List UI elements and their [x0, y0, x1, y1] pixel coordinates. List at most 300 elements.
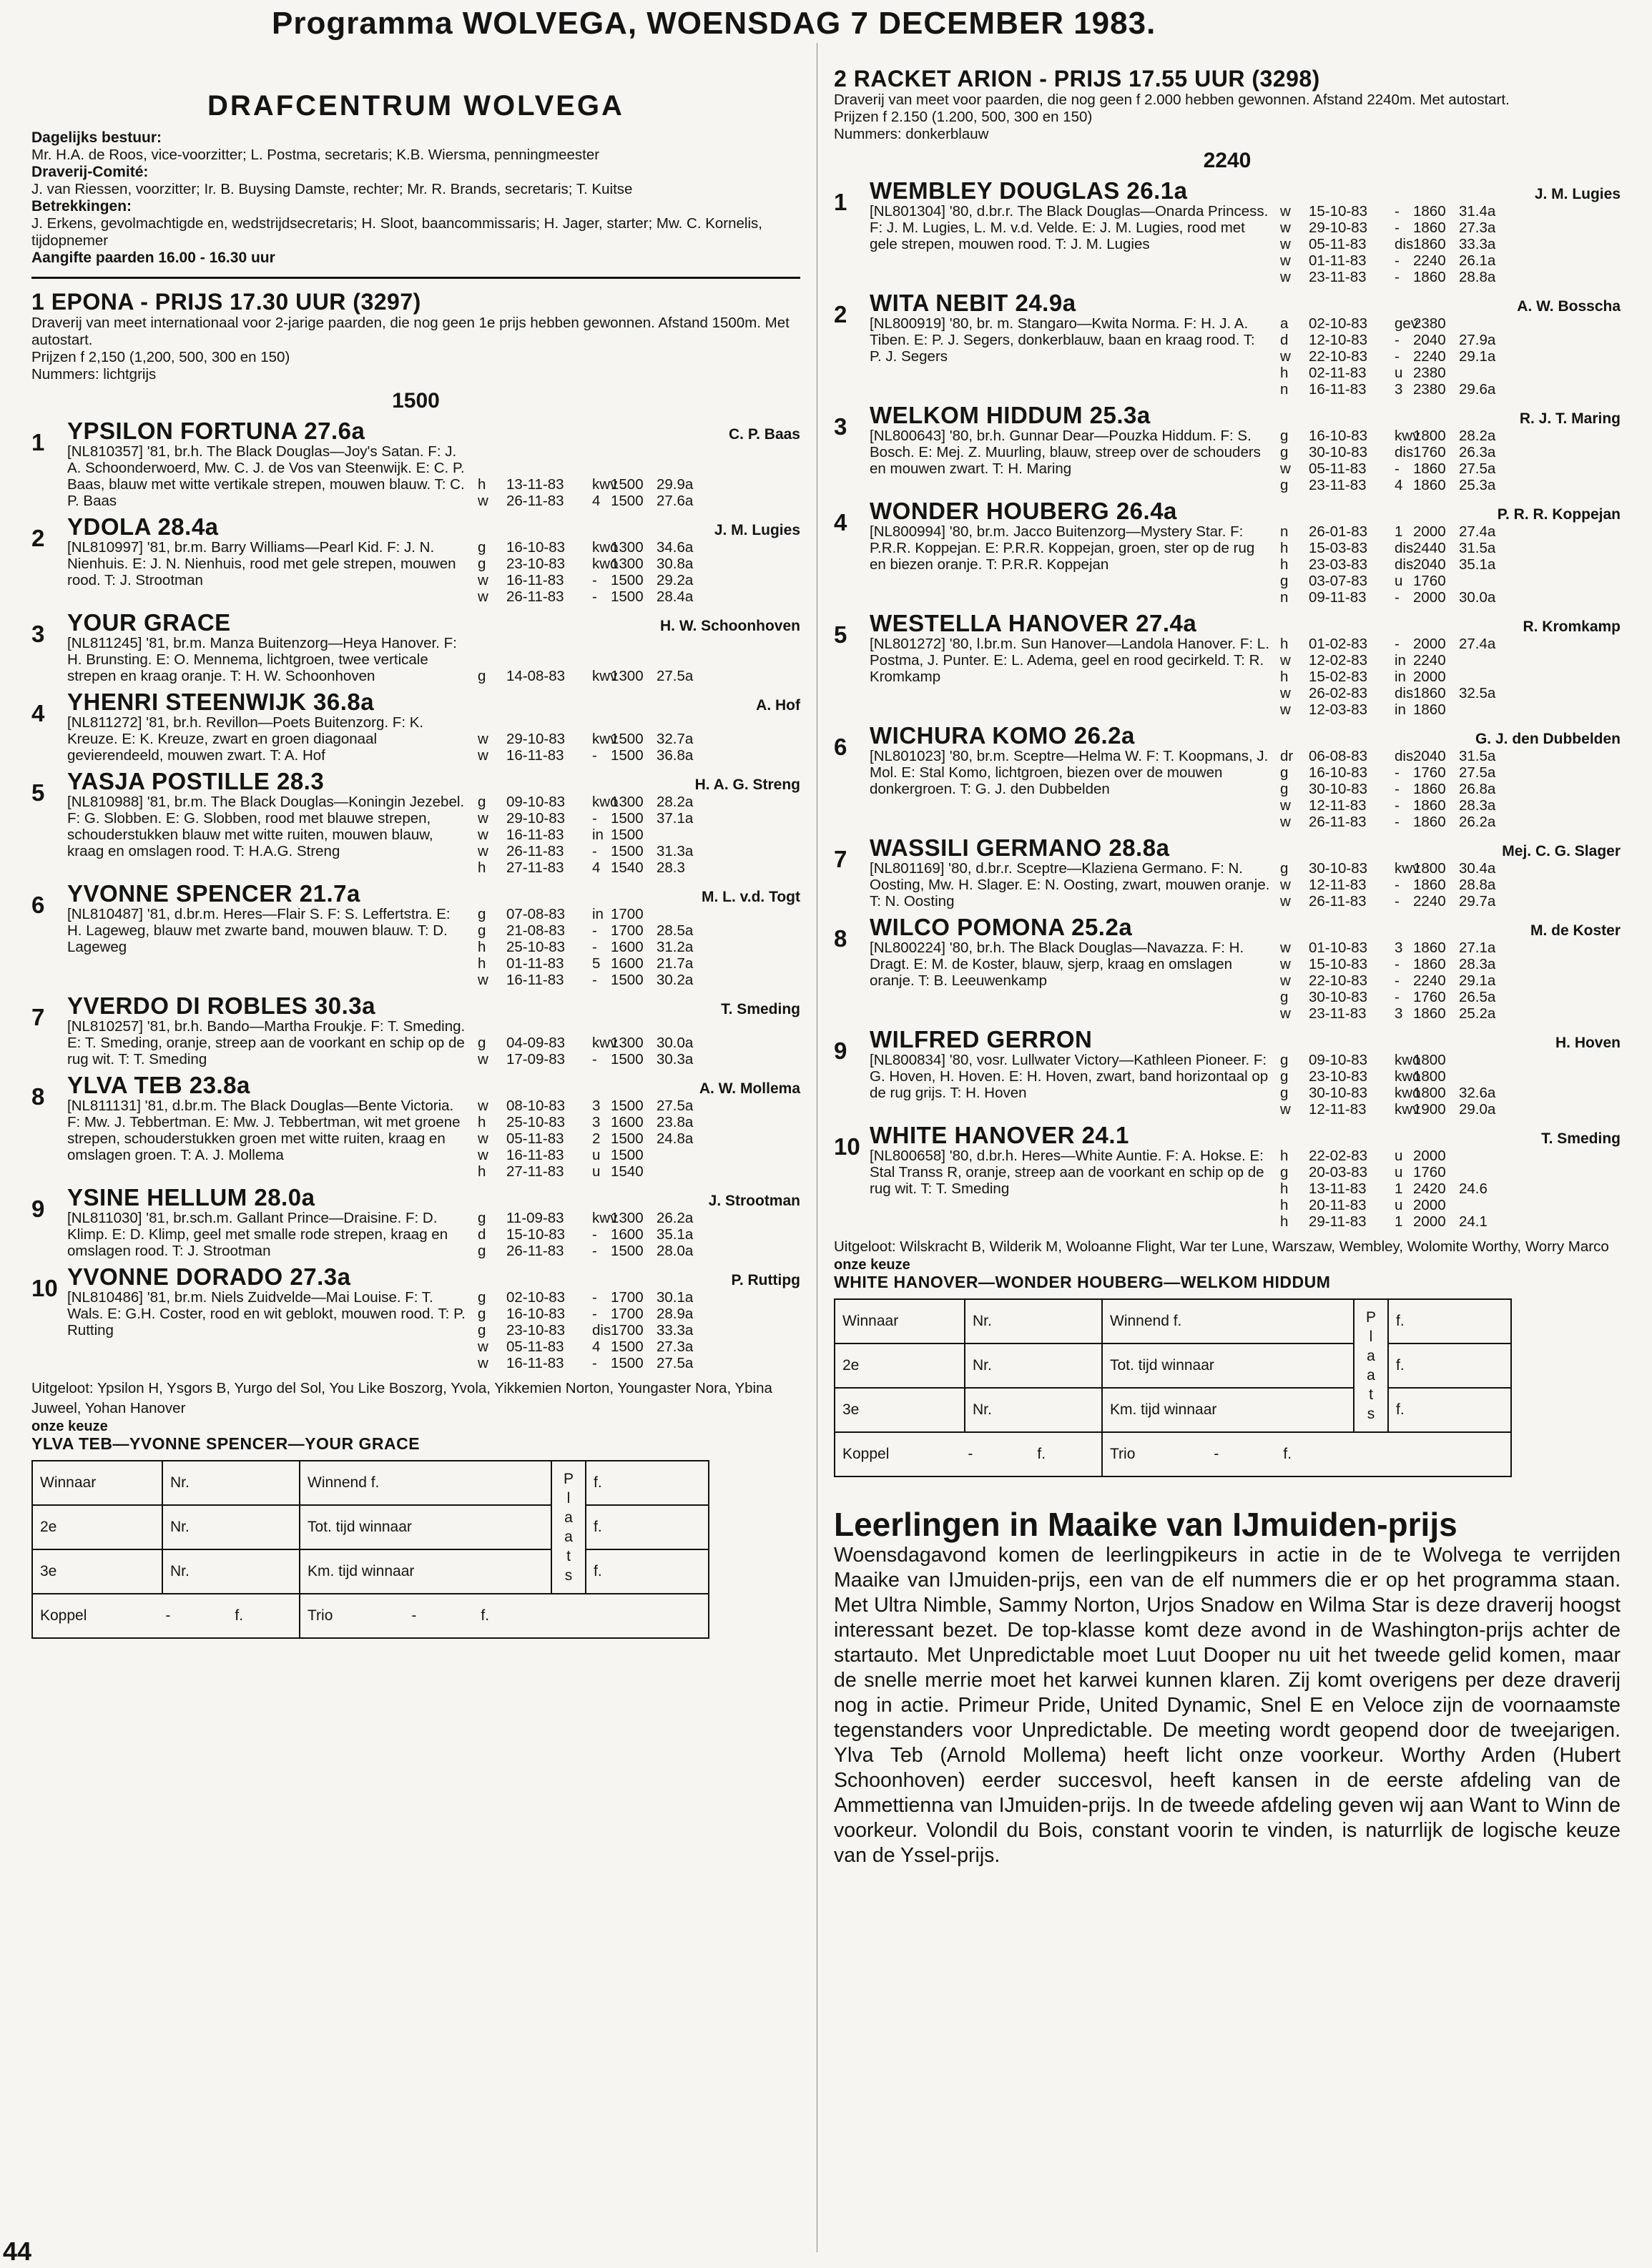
result-cell: kwv	[592, 731, 618, 747]
result-cell: -	[592, 939, 597, 955]
horse-body	[870, 636, 1621, 718]
result-cell: in	[1395, 669, 1406, 685]
result-row	[478, 1051, 800, 1068]
org-sections	[31, 129, 800, 250]
result-cell: 28.4a	[657, 588, 694, 605]
result-cell: 1860	[1413, 220, 1446, 236]
horse-entry	[31, 419, 800, 509]
result-row	[478, 1130, 800, 1147]
result-cell: 5	[592, 955, 601, 972]
race-meta: Nummers: lichtgrijs	[31, 366, 157, 383]
horse-main	[870, 1027, 1621, 1118]
result-cell: n	[1280, 589, 1289, 606]
org-section-text: Mr. H.A. de Roos, vice-voorzitter; L. Postma, secretaris; K.B. Wiersma, penningmeester	[31, 147, 600, 163]
result-cell: 26-11-83	[506, 493, 564, 509]
result-cell: -	[1395, 989, 1400, 1005]
result-row	[1280, 1085, 1621, 1101]
horse-body	[870, 428, 1621, 493]
result-cell	[1459, 1068, 1509, 1085]
result-row	[1280, 940, 1621, 956]
result-cell: -	[592, 747, 597, 764]
bet-cell-trio	[300, 1594, 709, 1638]
horse-results	[1270, 203, 1621, 285]
result-cell: h	[478, 955, 486, 972]
horse-trainer: T. Smeding	[721, 1001, 800, 1017]
horse-number: 8	[31, 1083, 45, 1110]
result-cell: 2040	[1413, 332, 1446, 348]
result-cell: g	[1280, 444, 1289, 460]
result-cell: g	[478, 1306, 486, 1322]
horse-body	[870, 523, 1621, 606]
horse-main	[67, 882, 800, 988]
result-cell: 15-03-83	[1309, 540, 1368, 556]
result-cell: 1860	[1413, 236, 1446, 252]
result-row	[478, 1035, 800, 1051]
left-column	[31, 66, 800, 1639]
result-cell: h	[1280, 669, 1289, 685]
result-cell: 29-10-83	[506, 810, 566, 827]
horse-trainer: J. Strootman	[708, 1193, 800, 1209]
result-cell: 35.1a	[1459, 556, 1496, 573]
result-cell: h	[1280, 1197, 1289, 1213]
result-cell: 28.2a	[1459, 428, 1496, 444]
result-cell: 25-10-83	[506, 939, 566, 955]
horse-trainer: R. J. T. Maring	[1519, 410, 1621, 427]
horse-name: WICHURA KOMO 26.2a	[870, 722, 1135, 749]
result-cell: 26.3a	[1459, 444, 1496, 460]
result-cell: 36.8a	[657, 747, 694, 764]
result-cell: 12-03-83	[1309, 701, 1368, 718]
result-row	[478, 572, 800, 588]
result-row	[478, 906, 800, 922]
koppel-f: f.	[1037, 1446, 1046, 1462]
result-cell: g	[1280, 764, 1289, 781]
horse-results	[1270, 748, 1621, 830]
result-cell: 17-09-83	[506, 1051, 566, 1068]
horse-name: WASSILI GERMANO 28.8a	[870, 834, 1170, 861]
result-cell: 30.1a	[657, 1289, 694, 1306]
result-cell: 28.2a	[657, 794, 694, 810]
result-cell: h	[478, 1163, 486, 1180]
onze-keuze-label: onze keuze	[834, 1257, 910, 1273]
result-cell: 1800	[1413, 428, 1446, 444]
uitgeloot: Uitgeloot: Wilskracht B, Wilderik M, Woloanne Flight, War ter Lune, Warszaw, Wembley, Wolomite Worthy, Worry Marco	[834, 1238, 1609, 1255]
result-row	[478, 922, 800, 939]
result-cell: -	[1395, 269, 1400, 285]
horse-trainer: T. Smeding	[1541, 1130, 1621, 1147]
horse-header	[67, 1073, 800, 1098]
result-row	[1280, 236, 1621, 252]
result-cell: -	[1395, 332, 1400, 348]
masthead: Programma WOLVEGA, WOENSDAG 7 DECEMBER 1983.	[272, 6, 1156, 41]
result-row	[1280, 764, 1621, 781]
result-cell: h	[1280, 365, 1289, 381]
bet-cell-winnend: Winnend f.	[1102, 1299, 1354, 1343]
horse-results	[1270, 315, 1621, 398]
page-number: 44	[3, 2237, 32, 2266]
result-row	[1280, 589, 1621, 606]
result-cell: w	[478, 810, 488, 827]
horse-number: 7	[31, 1004, 45, 1030]
horse-name: YDOLA 28.4a	[67, 513, 219, 540]
horse-header	[67, 1265, 800, 1289]
horse-number: 6	[31, 892, 45, 918]
result-cell: 2380	[1413, 381, 1446, 398]
horse-entry	[31, 1265, 800, 1371]
result-cell: 11-09-83	[506, 1210, 564, 1226]
horse-number: 3	[834, 413, 847, 440]
result-row	[1280, 685, 1621, 701]
result-cell: w	[1280, 814, 1291, 830]
result-cell: g	[478, 539, 486, 556]
result-cell: 13-11-83	[506, 476, 564, 493]
result-cell: 2240	[1413, 252, 1446, 269]
horse-main	[67, 994, 800, 1068]
horse-trainer: A. W. Bosscha	[1517, 298, 1621, 315]
result-row	[1280, 203, 1621, 220]
result-cell: 2040	[1413, 748, 1446, 764]
result-cell: 27.5a	[1459, 764, 1496, 781]
result-cell: 2240	[1413, 348, 1446, 365]
result-cell: 29-10-83	[1309, 220, 1368, 236]
bet-cell-r3: 3e	[835, 1388, 965, 1432]
trio-f: f.	[481, 1607, 490, 1624]
result-cell: 4	[592, 859, 601, 876]
horse-main	[870, 291, 1621, 398]
horse-trainer: Mej. C. G. Slager	[1502, 843, 1621, 859]
result-cell: -	[1395, 781, 1400, 797]
result-cell: 32.7a	[657, 731, 694, 747]
horse-entry	[834, 1027, 1621, 1118]
horse-header	[67, 1185, 800, 1210]
result-cell: kwo	[592, 556, 619, 572]
koppel-label: Koppel	[40, 1607, 87, 1624]
horse-header	[67, 515, 800, 539]
horse-header	[870, 611, 1621, 636]
bet-cell-winnend: Winnend f.	[300, 1461, 551, 1505]
result-cell: 28.8a	[1459, 269, 1496, 285]
result-cell: kwv	[592, 476, 618, 493]
result-cell: 1600	[611, 955, 644, 972]
result-row	[1280, 797, 1621, 814]
result-cell: 16-10-83	[1309, 764, 1368, 781]
race-meta: Draverij van meet voor paarden, die nog geen f 2.000 hebben gewonnen. Afstand 2240m. Met autostart.	[834, 92, 1510, 108]
horse-body	[870, 860, 1621, 909]
result-cell: 1700	[611, 1322, 644, 1338]
result-cell: w	[1280, 220, 1291, 236]
horse-body	[67, 794, 800, 876]
horse-name: YASJA POSTILLE 28.3	[67, 768, 325, 794]
result-cell	[1459, 573, 1509, 589]
result-cell: 24.1	[1459, 1213, 1488, 1230]
result-cell: w	[478, 1147, 488, 1163]
result-cell: w	[478, 731, 488, 747]
bet-cell-f: f.	[1388, 1388, 1511, 1432]
result-cell: 09-10-83	[506, 794, 566, 810]
horse-trainer: M. de Koster	[1530, 922, 1621, 939]
horse-main	[67, 690, 800, 764]
result-cell: u	[1395, 573, 1403, 589]
result-row	[1280, 540, 1621, 556]
result-cell: 26-01-83	[1309, 523, 1368, 540]
result-cell: 1860	[1413, 685, 1446, 701]
result-row	[1280, 315, 1621, 332]
result-cell: 16-11-83	[506, 747, 564, 764]
result-cell: 29.0a	[1459, 1101, 1496, 1118]
result-row	[478, 476, 800, 493]
horse-entry	[834, 499, 1621, 606]
result-row	[478, 539, 800, 556]
result-row	[1280, 1101, 1621, 1118]
result-cell: 29-10-83	[506, 731, 566, 747]
horse-number: 7	[834, 846, 847, 872]
onze-keuze: YLVA TEB—YVONNE SPENCER—YOUR GRACE	[31, 1434, 421, 1453]
result-cell: 1500	[611, 1355, 644, 1371]
horse-results	[468, 1289, 800, 1371]
horse-number: 4	[31, 700, 45, 726]
koppel-label: Koppel	[842, 1446, 890, 1462]
result-cell: h	[478, 859, 486, 876]
result-cell: -	[592, 1306, 597, 1322]
aangifte: Aangifte paarden 16.00 - 16.30 uur	[31, 250, 275, 266]
result-cell: g	[1280, 1052, 1289, 1068]
horse-main	[67, 1185, 800, 1259]
horse-entry	[31, 769, 800, 876]
horse-entry	[834, 724, 1621, 830]
result-cell: 1500	[611, 572, 644, 588]
horse-name: WILFRED GERRON	[870, 1026, 1093, 1052]
result-cell: 1700	[611, 1306, 644, 1322]
result-cell: 27.3a	[657, 1338, 694, 1355]
horse-header	[67, 882, 800, 906]
result-cell: 26.5a	[1459, 989, 1496, 1005]
result-cell: 28.8a	[1459, 877, 1496, 893]
result-row	[1280, 477, 1621, 493]
result-row	[478, 1355, 800, 1371]
result-row	[478, 1338, 800, 1355]
result-cell: 16-10-83	[506, 1306, 566, 1322]
horse-header	[870, 291, 1621, 315]
result-cell: 14-08-83	[506, 668, 566, 684]
result-cell: 27.5a	[657, 1355, 694, 1371]
result-cell: 3	[592, 1114, 601, 1130]
result-cell: 1300	[611, 1210, 644, 1226]
result-cell: h	[1280, 556, 1289, 573]
result-cell: 28.3a	[1459, 797, 1496, 814]
result-cell: -	[592, 843, 597, 859]
result-cell: 07-08-83	[506, 906, 566, 922]
result-cell: in	[1395, 701, 1406, 718]
result-cell: 3	[1395, 381, 1403, 398]
result-cell: 26-11-83	[506, 1243, 564, 1259]
horse-description: [NL801169] '80, d.br.r. Sceptre—Klaziena Germano. F: N. Oosting, Mw. H. Slager. E: N. Oosting, zwart, mouwen oranje. T: N. Oosting	[870, 860, 1270, 909]
horse-header	[870, 179, 1621, 203]
result-row	[1280, 444, 1621, 460]
result-cell: 23-11-83	[1309, 1005, 1367, 1022]
horse-results	[468, 1098, 800, 1180]
result-row	[1280, 1148, 1621, 1164]
horse-main	[870, 179, 1621, 285]
horse-number: 10	[834, 1133, 860, 1160]
result-cell: 05-11-83	[1309, 460, 1367, 477]
result-cell: -	[592, 1226, 597, 1243]
horse-results	[1270, 860, 1621, 909]
result-cell: in	[592, 827, 604, 843]
result-row	[478, 747, 800, 764]
result-row	[1280, 348, 1621, 365]
result-cell: 30-10-83	[1309, 781, 1368, 797]
bet-cell-r2: 2e	[32, 1505, 162, 1549]
result-cell: g	[1280, 860, 1289, 877]
bet-cell-winnaar: Winnaar	[835, 1299, 965, 1343]
result-row	[1280, 1164, 1621, 1180]
result-cell	[1459, 1197, 1509, 1213]
result-row	[1280, 652, 1621, 669]
result-cell: 12-11-83	[1309, 797, 1367, 814]
result-cell: 1500	[611, 1098, 644, 1114]
horse-description: [NL811245] '81, br.m. Manza Buitenzorg—Heya Hanover. F: H. Brunsting. E: O. Mennema, lichtgroen, twee verticale strepen en kraag oranje. T: H. W. Schoonhoven	[67, 635, 457, 684]
result-row	[1280, 814, 1621, 830]
result-row	[1280, 365, 1621, 381]
result-cell: 1500	[611, 810, 644, 827]
result-cell: g	[1280, 477, 1289, 493]
result-cell: 26-11-83	[1309, 893, 1367, 909]
horse-results	[1270, 1148, 1621, 1230]
result-row	[478, 794, 800, 810]
result-row	[478, 1289, 800, 1306]
result-cell: a	[1280, 315, 1289, 332]
result-cell: w	[1280, 940, 1291, 956]
result-cell: 2240	[1413, 652, 1446, 669]
result-cell: w	[478, 1051, 488, 1068]
result-cell: 28.0a	[657, 1243, 694, 1259]
result-cell	[1459, 701, 1509, 718]
horse-entry	[834, 403, 1621, 493]
result-cell: g	[478, 794, 486, 810]
result-cell: d	[478, 1226, 486, 1243]
result-cell: dis	[1395, 540, 1414, 556]
result-cell: w	[1280, 460, 1291, 477]
result-cell: -	[592, 1051, 597, 1068]
result-cell: 1500	[611, 747, 644, 764]
result-cell: w	[478, 588, 488, 605]
result-row	[1280, 781, 1621, 797]
horse-results	[468, 906, 800, 988]
race-title: 2 RACKET ARION - PRIJS 17.55 UUR (3298)	[834, 66, 1320, 92]
horse-results	[468, 539, 800, 605]
result-cell: 05-11-83	[1309, 236, 1367, 252]
result-row	[478, 1226, 800, 1243]
result-cell: kwv	[592, 1210, 618, 1226]
result-row	[478, 1098, 800, 1114]
horse-entry	[31, 1073, 800, 1180]
bet-cell-nr: Nr.	[965, 1388, 1102, 1432]
result-cell: w	[1280, 797, 1291, 814]
result-cell: g	[1280, 1068, 1289, 1085]
result-cell: 27.4a	[1459, 636, 1496, 652]
result-cell: 1700	[611, 922, 644, 939]
trio-label: Trio	[1110, 1446, 1136, 1462]
race-distance: 1500	[392, 389, 440, 413]
result-cell: 12-02-83	[1309, 652, 1368, 669]
result-cell: -	[1395, 589, 1400, 606]
result-cell: w	[478, 827, 488, 843]
result-cell: h	[1280, 540, 1289, 556]
horse-trainer: H. W. Schoonhoven	[659, 618, 800, 634]
horse-trainer: P. R. R. Koppejan	[1497, 506, 1621, 523]
result-cell: w	[1280, 203, 1291, 220]
result-cell: 01-10-83	[1309, 940, 1368, 956]
result-row	[478, 1306, 800, 1322]
result-row	[478, 1210, 800, 1226]
result-cell: -	[592, 972, 597, 988]
result-cell: w	[1280, 701, 1291, 718]
result-cell: 02-11-83	[1309, 365, 1367, 381]
horse-main	[67, 515, 800, 605]
result-cell: dis	[1395, 236, 1414, 252]
result-cell: kwo	[1395, 1085, 1421, 1101]
result-row	[1280, 428, 1621, 444]
result-cell: u	[1395, 1164, 1403, 1180]
bet-cell-f: f.	[586, 1549, 709, 1594]
result-cell	[657, 1147, 707, 1163]
result-cell: 03-07-83	[1309, 573, 1368, 589]
result-row	[478, 1163, 800, 1180]
horse-body	[870, 1052, 1621, 1118]
result-cell: h	[1280, 636, 1289, 652]
horse-header	[67, 769, 800, 794]
result-row	[1280, 252, 1621, 269]
result-row	[1280, 636, 1621, 652]
result-cell: 1860	[1413, 877, 1446, 893]
result-cell: 30.8a	[657, 556, 694, 572]
result-cell: 26.2a	[657, 1210, 694, 1226]
horse-entry	[31, 515, 800, 605]
result-cell: 1600	[611, 939, 644, 955]
result-cell: 09-11-83	[1309, 589, 1367, 606]
result-cell: 23-03-83	[1309, 556, 1368, 573]
result-cell: 28.5a	[657, 922, 694, 939]
result-cell: 30.3a	[657, 1051, 694, 1068]
result-cell: kwv	[592, 668, 618, 684]
horse-entry	[834, 836, 1621, 909]
result-cell: 1500	[611, 731, 644, 747]
bet-cell-plaats: P l a a t s	[551, 1461, 586, 1594]
result-cell: 3	[1395, 940, 1403, 956]
horse-description: [NL801023] '80, br.m. Sceptre—Helma W. F: T. Koopmans, J. Mol. E: Stal Komo, lichtgroen, biezen over de mouwen donkergroen. T: G. J. den Dubbelden	[870, 748, 1269, 797]
result-cell: 21.7a	[657, 955, 694, 972]
result-row	[1280, 1052, 1621, 1068]
result-cell: w	[1280, 348, 1291, 365]
race-meta: Prijzen f 2.150 (1.200, 500, 300 en 150)	[834, 109, 1093, 125]
horse-number: 2	[834, 301, 847, 327]
bet-cell-nr: Nr.	[162, 1549, 300, 1594]
result-cell: 26.8a	[1459, 781, 1496, 797]
result-cell: -	[1395, 956, 1400, 972]
horse-header	[870, 724, 1621, 748]
result-cell: -	[592, 922, 597, 939]
result-cell: h	[1280, 1180, 1289, 1197]
result-cell: 15-10-83	[1309, 203, 1368, 220]
horse-trainer: G. J. den Dubbelden	[1475, 731, 1621, 747]
result-cell: 26-11-83	[1309, 814, 1367, 830]
result-cell: 20-03-83	[1309, 1164, 1368, 1180]
horse-trainer: H. Hoven	[1555, 1035, 1621, 1051]
result-cell: 1300	[611, 794, 644, 810]
result-cell: -	[592, 810, 597, 827]
horse-entry	[834, 611, 1621, 718]
result-cell: g	[478, 922, 486, 939]
